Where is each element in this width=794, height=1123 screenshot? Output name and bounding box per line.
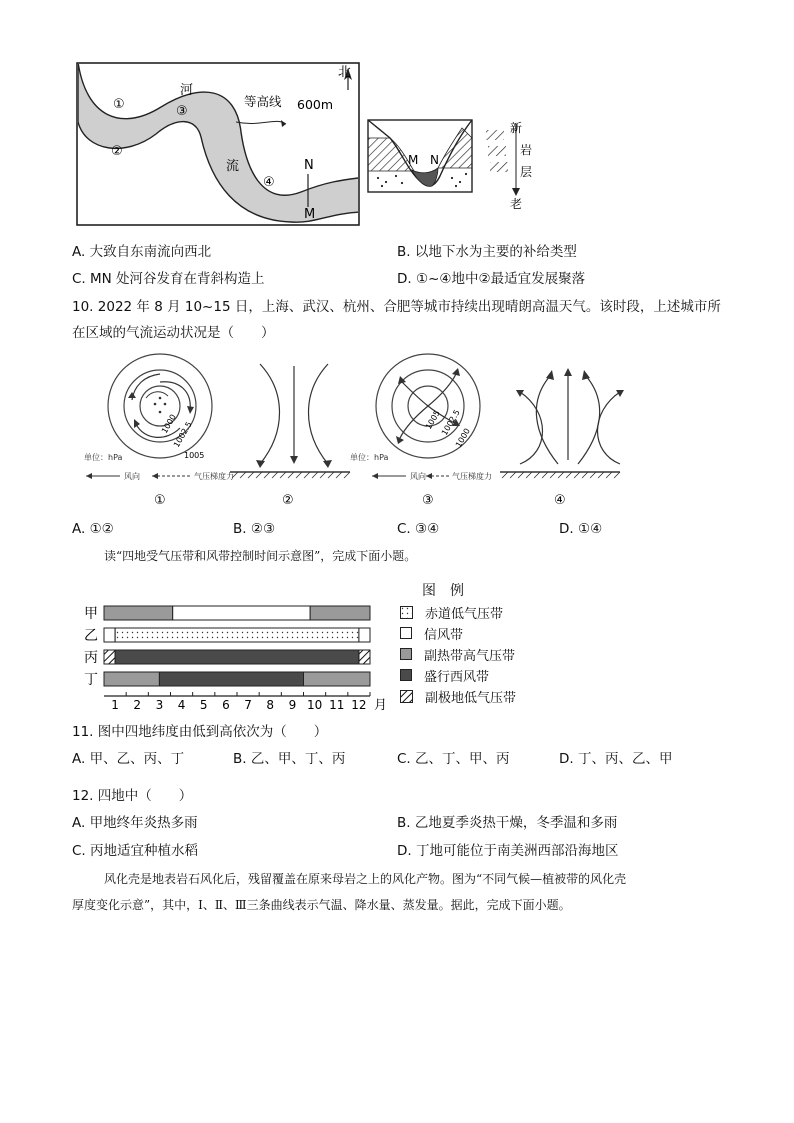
- contour-map-figure: [76, 62, 362, 228]
- section-m-label: M: [408, 153, 419, 167]
- fig1-isobar-1005: 1005: [184, 451, 205, 460]
- q10-stem-line2: 在区域的气流运动状况是（ ）: [72, 325, 275, 341]
- intro-q11: 读“四地受气压带和风带控制时间示意图”，完成下面小题。: [104, 549, 417, 563]
- belt-segment: [104, 606, 173, 620]
- belt-segment: [173, 606, 310, 620]
- month-unit: 月: [374, 698, 388, 712]
- fig1-number: ①: [154, 493, 166, 508]
- legend-title: 图 例: [422, 583, 464, 599]
- belt-segment: [159, 672, 303, 686]
- fig3-isobar-1005: 1005: [423, 408, 442, 431]
- fig3-isobar-1002: 1002.5: [439, 408, 462, 437]
- belt-segment: [115, 628, 359, 642]
- q10-stem-line1: 10. 2022 年 8 月 10~15 日，上海、武汉、杭州、合肥等城市持续出现晴朗高温天气。该时段，上述城市所: [72, 299, 721, 315]
- legend-subpolar-low: [400, 687, 516, 705]
- fig1-isobar-1000: 1000: [159, 412, 178, 435]
- point-4: ④: [263, 175, 275, 190]
- month-label: 11: [329, 698, 345, 712]
- north-label: 北: [338, 65, 352, 80]
- fig1-gradient-label: 气压梯度力: [194, 472, 234, 481]
- isobar-figure-1: [84, 354, 234, 508]
- contour-label: 等高线: [244, 94, 282, 109]
- q11-option-b: B. 乙、甲、丁、丙: [233, 751, 346, 767]
- wind-belt-bar-chart: [80, 600, 390, 712]
- row-label-ding: 丁: [84, 672, 98, 688]
- fig3-number: ③: [422, 493, 434, 508]
- q12-option-b: B. 乙地夏季炎热干燥，冬季温和多雨: [397, 815, 618, 831]
- q10-option-d: D. ①④: [559, 521, 603, 537]
- row-label-bing: 丙: [84, 650, 98, 666]
- legend-label: 盛行西风带: [424, 669, 490, 685]
- legend-label: 副热带高气压带: [424, 648, 516, 664]
- isobar-figure-3: [350, 354, 492, 508]
- q11-option-a: A. 甲、乙、丙、丁: [72, 751, 185, 767]
- section-n-label: N: [430, 153, 439, 167]
- fig3-isobar-1000: 1000: [453, 426, 472, 449]
- month-label: 10: [306, 698, 323, 712]
- q10-option-c: C. ③④: [397, 521, 440, 537]
- river-label-2: 流: [226, 159, 240, 174]
- fig3-wind-label: 风向: [410, 472, 426, 481]
- belt-segment: [104, 672, 159, 686]
- month-label: 1: [111, 698, 119, 712]
- point-1: ①: [113, 97, 125, 112]
- legend-trade-wind: [400, 624, 463, 642]
- contour-value: 600m: [297, 97, 334, 112]
- q12-option-d: D. 丁地可能位于南美洲西部沿海地区: [397, 843, 619, 859]
- fig1-isobar-1002: 1002.5: [171, 420, 194, 449]
- strata-layer: 层: [520, 165, 533, 179]
- month-label: 5: [199, 698, 208, 712]
- q12-option-a: A. 甲地终年炎热多雨: [72, 815, 198, 831]
- belt-segment: [104, 628, 115, 642]
- month-label: 6: [222, 698, 230, 712]
- belt-segment: [310, 606, 370, 620]
- row-label-jia: 甲: [84, 606, 98, 622]
- belt-segment: [359, 650, 370, 664]
- airflow-figure-4: [500, 368, 624, 508]
- q10-option-b: B. ②③: [233, 521, 276, 537]
- q11-option-d: D. 丁、丙、乙、甲: [559, 751, 673, 767]
- pressure-figures: [80, 352, 716, 512]
- legend-subtropical-high: [400, 645, 515, 663]
- fig3-gradient-label: 气压梯度力: [452, 472, 492, 481]
- point-n: N: [304, 158, 314, 173]
- q10-option-a: A. ①②: [72, 521, 114, 537]
- belt-segment: [359, 628, 370, 642]
- fig1-unit: 单位：hPa: [84, 453, 123, 462]
- month-label: 2: [133, 698, 142, 712]
- legend-westerlies: [400, 666, 489, 684]
- fig2-number: ②: [282, 493, 294, 508]
- q9-option-c: C. MN 处河谷发育在背斜构造上: [72, 271, 265, 287]
- cross-section-figure: [366, 116, 534, 212]
- month-label: 12: [351, 698, 367, 712]
- q11-option-c: C. 乙、丁、甲、丙: [397, 751, 510, 767]
- month-label: 7: [244, 698, 252, 712]
- belt-segment: [115, 650, 359, 664]
- belt-segment: [304, 672, 371, 686]
- q12-stem: 12. 四地中（ ）: [72, 788, 193, 804]
- strata-rock: 岩: [520, 143, 533, 157]
- legend-equatorial-low: [400, 603, 503, 621]
- river-label-1: 河: [180, 83, 194, 98]
- fig3-unit: 单位：hPa: [350, 453, 389, 462]
- point-m: M: [304, 207, 316, 222]
- month-label: 8: [266, 698, 275, 712]
- q12-option-c: C. 丙地适宜种植水稻: [72, 843, 199, 859]
- strata-new: 新: [510, 121, 523, 135]
- intro-q13-line1: 风化壳是地表岩石风化后，残留覆盖在原来母岩之上的风化产物。图为“不同气候—植被带的风化壳: [104, 872, 627, 886]
- month-label: 3: [155, 698, 164, 712]
- legend-label: 赤道低气压带: [425, 606, 504, 622]
- q11-stem: 11. 图中四地纬度由低到高依次为（ ）: [72, 724, 328, 740]
- q9-option-b: B. 以地下水为主要的补给类型: [397, 244, 577, 260]
- fig1-wind-label: 风向: [124, 472, 140, 481]
- row-label-yi: 乙: [84, 628, 98, 644]
- q9-option-a: A. 大致自东南流向西北: [72, 244, 212, 260]
- airflow-figure-2: [230, 364, 350, 508]
- strata-old: 老: [510, 197, 523, 211]
- legend-label: 信风带: [424, 627, 464, 643]
- legend-label: 副极地低气压带: [425, 690, 517, 706]
- q9-option-d: D. ①~④地中②最适宜发展聚落: [397, 271, 586, 287]
- belt-segment: [104, 650, 115, 664]
- month-label: 9: [288, 698, 297, 712]
- point-3: ③: [176, 104, 188, 119]
- point-2: ②: [111, 144, 123, 159]
- month-label: 4: [177, 698, 186, 712]
- fig4-number: ④: [554, 493, 566, 508]
- intro-q13-line2: 厚度变化示意”，其中，Ⅰ、Ⅱ、Ⅲ三条曲线表示气温、降水量、蒸发量。据此，完成下面小题。: [72, 898, 571, 912]
